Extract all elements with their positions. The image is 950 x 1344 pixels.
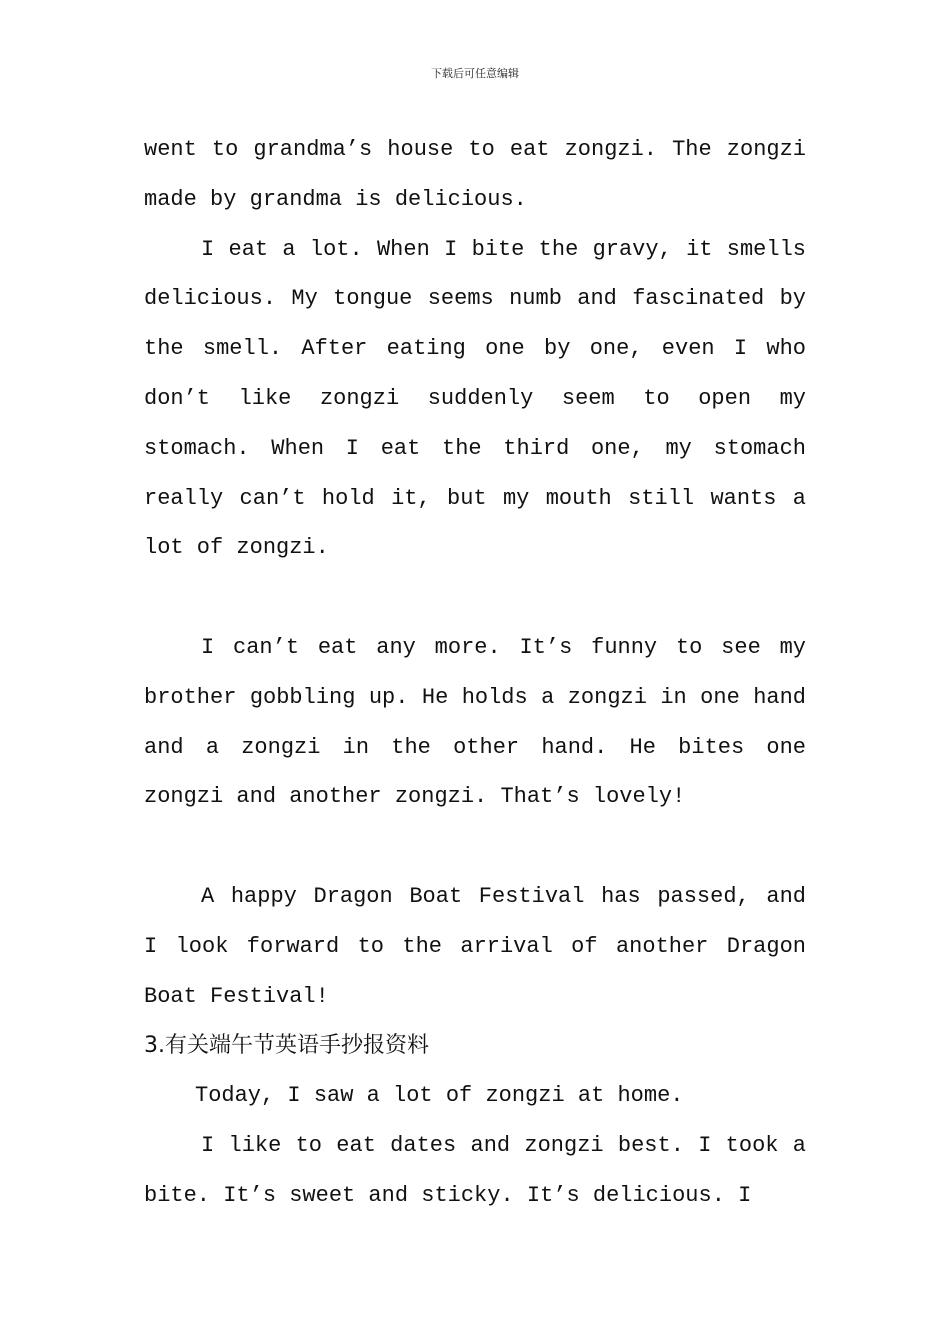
document-body [144,125,806,1221]
page-header-note: 下载后可任意编辑 [431,67,519,80]
paragraph-grandma-house: went to grandma’s house to eat zongzi. The zongzi made by grandma is delicious. [144,137,806,212]
blank-line [144,573,806,623]
blank-line [144,822,806,872]
paragraph-today: Today, I saw a lot of zongzi at home. [195,1083,684,1109]
paragraph-eating-zongzi: I eat a lot. When I bite the gravy, it smells delicious. My tongue seems numb and fascinated by the smell. After eating one by one, even I who don’t like zongzi suddenly seem to open my stomach. When I eat the third one, my stomach really can’t hold it, but my mouth still wants a lot of zongzi. [144,236,806,561]
section-heading: 3.有关端午节英语手抄报资料 [144,1033,429,1059]
paragraph-festival-passed: A happy Dragon Boat Festival has passed, and I look forward to the arrival of another Dragon Boat Festival! [144,883,806,1009]
paragraph-brother: I can’t eat any more. It’s funny to see my brother gobbling up. He holds a zongzi in one hand and a zongzi in the other hand. He bites one zongzi and another zongzi. That’s lovely! [144,634,806,810]
paragraph-dates-zongzi: I like to eat dates and zongzi best. I took a bite. It’s sweet and sticky. It’s delicious. I [144,1132,806,1208]
